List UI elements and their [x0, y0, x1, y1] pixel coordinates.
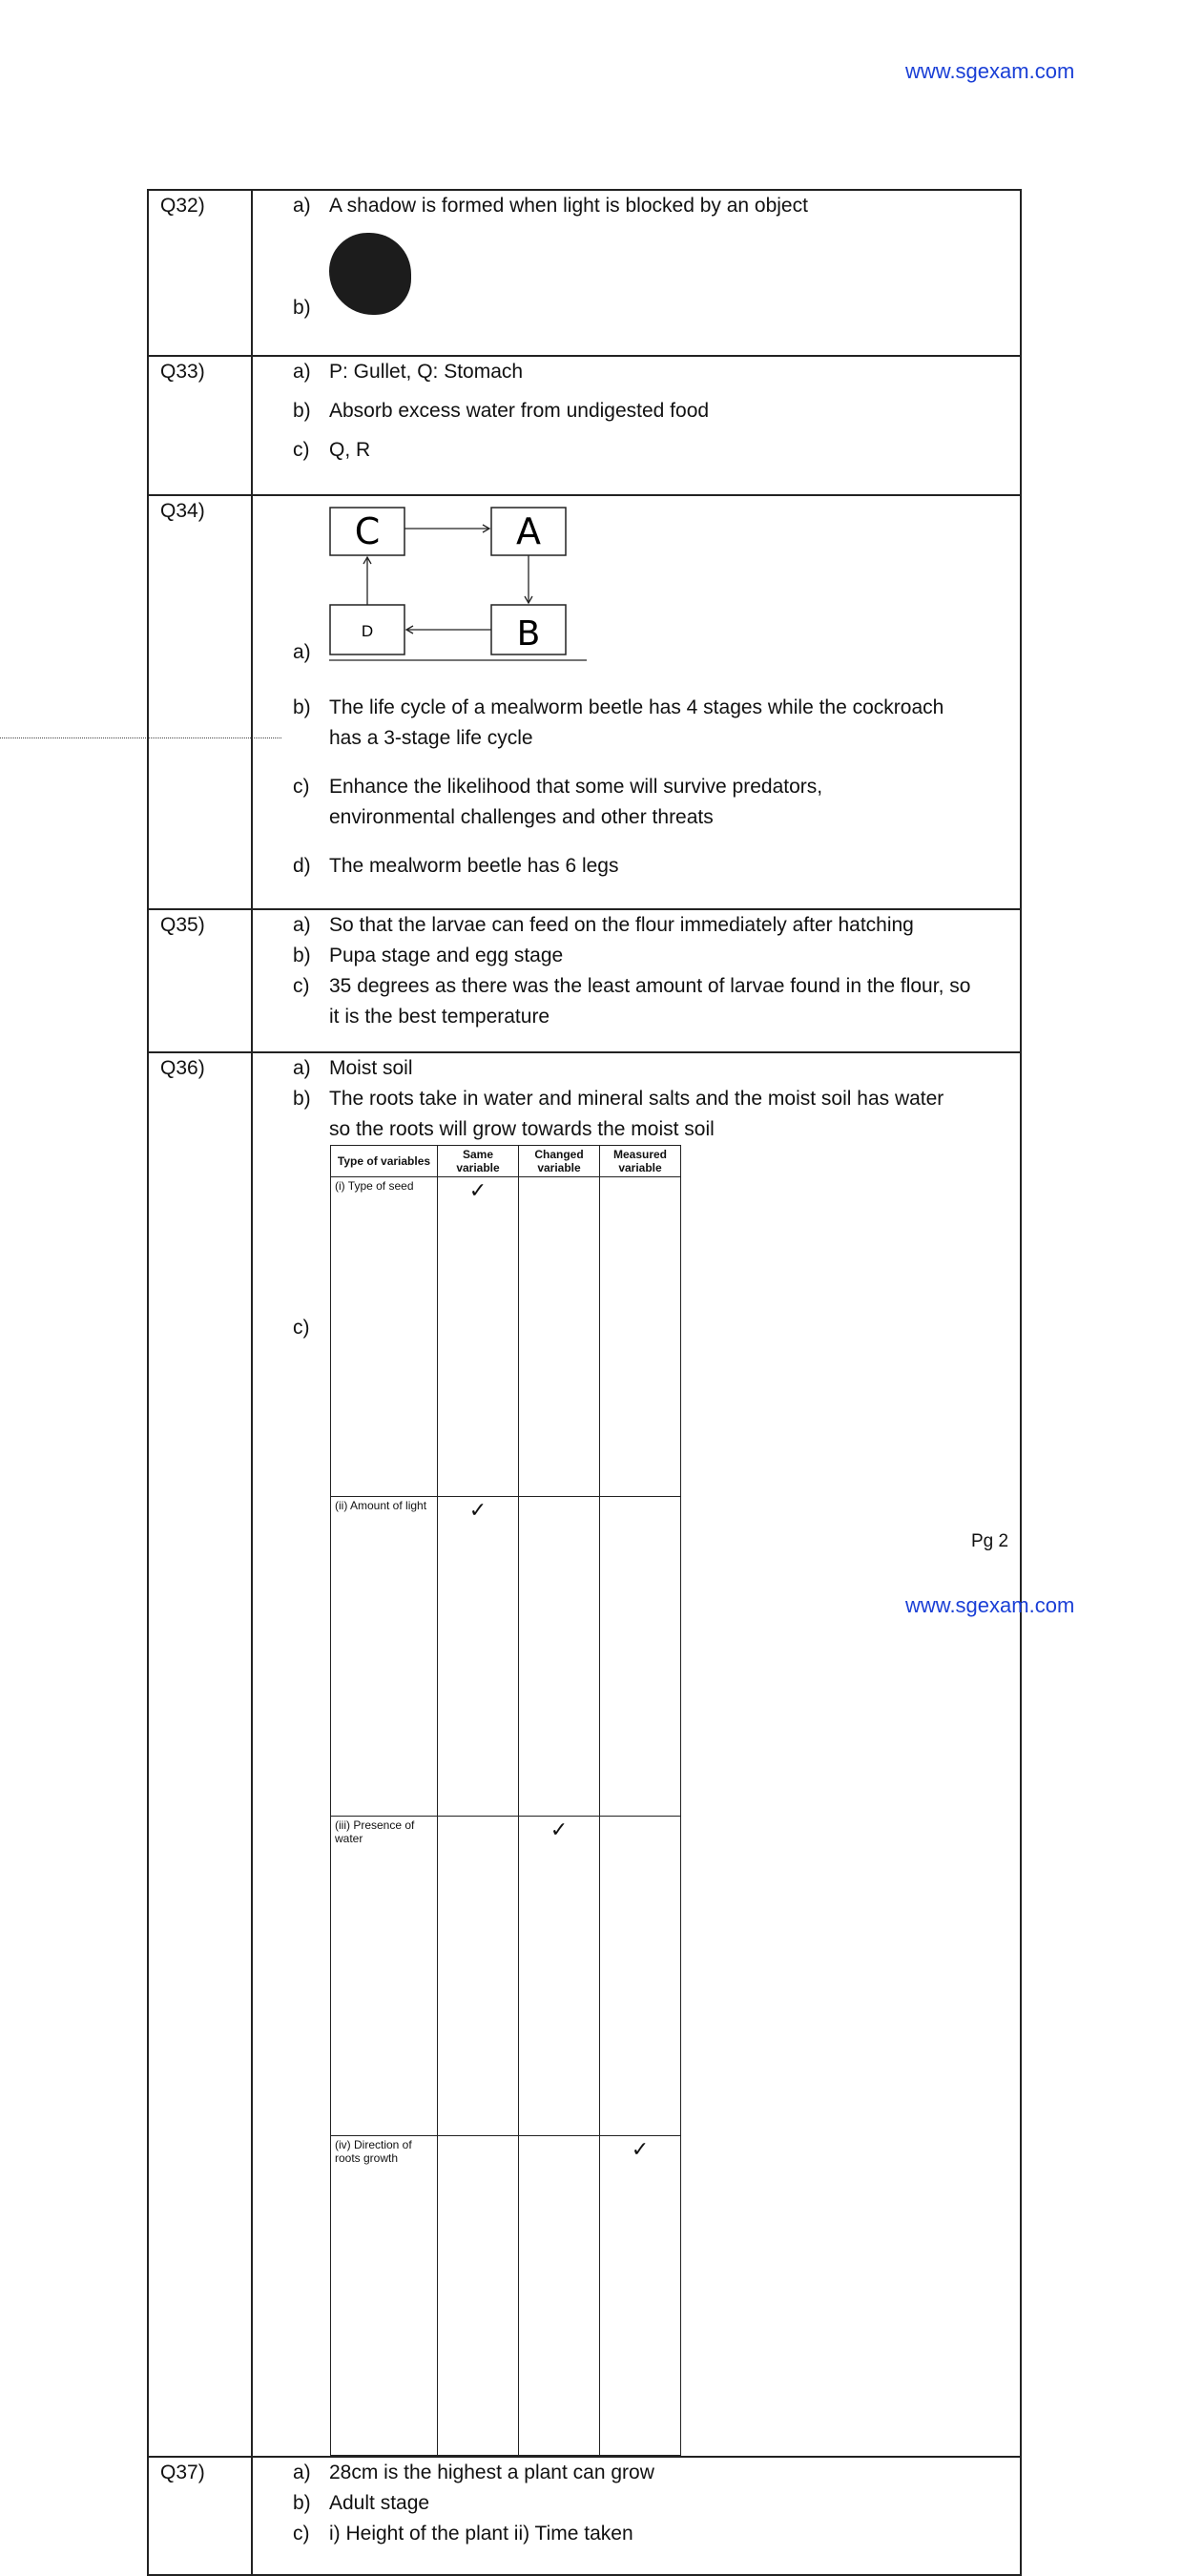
item-label: c): [293, 439, 310, 461]
item-text: Pupa stage and egg stage: [329, 945, 564, 966]
check-mark: [519, 1177, 600, 1497]
item-text: The roots take in water and mineral salts and the moist soil has water so the roots will grow towards the moist soil: [329, 1088, 944, 1140]
answer-cell: [252, 190, 1021, 356]
question-number: Q36): [148, 1052, 252, 2457]
check-mark: ✓: [519, 1817, 600, 2136]
item-label: a): [293, 641, 311, 663]
answer-table: [147, 189, 1022, 2576]
item-text: A shadow is formed when light is blocked by an object: [329, 195, 808, 217]
answer-item: [253, 191, 1020, 221]
item-label: c): [293, 1317, 310, 1339]
item-label: a): [293, 361, 311, 383]
item-label: a): [293, 914, 311, 936]
answer-item: [253, 1084, 1020, 1145]
answer-row-q37: [148, 2457, 1021, 2575]
item-label: b): [293, 945, 311, 966]
item-text: So that the larvae can feed on the flour immediately after hatching: [329, 914, 914, 936]
box-label: C: [354, 510, 381, 552]
answer-row-q34: [148, 495, 1021, 909]
table-row: [331, 2136, 681, 2456]
item-text: Moist soil: [329, 1057, 413, 1079]
question-number: Q32): [148, 190, 252, 356]
question-number: Q37): [148, 2457, 252, 2575]
variable-name: (ii) Amount of light: [331, 1497, 438, 1817]
question-number: Q34): [148, 495, 252, 909]
item-text: Adult stage: [329, 2492, 430, 2514]
question-number: Q35): [148, 909, 252, 1052]
item-label: a): [293, 195, 311, 217]
shadow-drawing: [329, 233, 411, 315]
item-label: c): [293, 2523, 310, 2545]
item-label: a): [293, 2462, 311, 2483]
variable-name: (iv) Direction of roots growth: [331, 2136, 438, 2456]
table-row: [331, 1497, 681, 1817]
answer-cell: [252, 495, 1021, 909]
item-label: b): [293, 400, 311, 422]
item-label: b): [293, 1088, 311, 1110]
answer-item: [253, 693, 1020, 754]
check-mark: ✓: [600, 2136, 681, 2456]
answer-item: [253, 1053, 1020, 1084]
answer-item: [253, 357, 1020, 387]
answer-item: [253, 396, 1020, 426]
answer-cell: [252, 356, 1021, 495]
variable-name: (i) Type of seed: [331, 1177, 438, 1497]
column-header: Type of variables: [331, 1146, 438, 1177]
column-header: Changed variable: [519, 1146, 600, 1177]
check-mark: [438, 2136, 519, 2456]
answer-cell: [252, 909, 1021, 1052]
answer-item: [253, 971, 1020, 1032]
site-url-header: www.sgexam.com: [905, 59, 1075, 83]
box-label: B: [516, 614, 541, 654]
check-mark: [600, 1177, 681, 1497]
answer-cell: [252, 2457, 1021, 2575]
answer-item: [253, 2488, 1020, 2519]
answer-item: [253, 910, 1020, 941]
answer-row-q36: [148, 1052, 1021, 2457]
box-label: D: [361, 622, 374, 640]
item-label: c): [293, 975, 310, 997]
item-label: b): [293, 696, 311, 718]
item-label: d): [293, 855, 311, 877]
check-mark: [519, 2136, 600, 2456]
table-row: [331, 1177, 681, 1497]
check-mark: [438, 1817, 519, 2136]
item-text: Q, R: [329, 439, 371, 461]
item-text: 28cm is the highest a plant can grow: [329, 2462, 654, 2483]
item-text: i) Height of the plant ii) Time taken: [329, 2523, 633, 2545]
page-number: Pg 2: [971, 1531, 1009, 1551]
column-header: Measured variable: [600, 1146, 681, 1177]
answer-row-q35: [148, 909, 1021, 1052]
item-label: b): [293, 297, 311, 319]
variable-name: (iii) Presence of water: [331, 1817, 438, 2136]
question-number: Q33): [148, 356, 252, 495]
variables-table: [330, 1145, 681, 2456]
check-mark: ✓: [438, 1177, 519, 1497]
check-mark: [600, 1497, 681, 1817]
variables-table-header: [331, 1146, 681, 1177]
item-label: a): [293, 1057, 311, 1079]
item-text: Absorb excess water from undigested food: [329, 400, 710, 422]
answer-item: [253, 2519, 1020, 2549]
check-mark: [519, 1497, 600, 1817]
item-label: b): [293, 2492, 311, 2514]
answer-item: [253, 941, 1020, 971]
answer-item: [253, 435, 1020, 466]
box-label: A: [516, 510, 541, 552]
site-url-footer: www.sgexam.com: [905, 1593, 1075, 1617]
answer-item: [253, 2458, 1020, 2488]
life-cycle-diagram: [329, 502, 606, 664]
answer-row-q33: [148, 356, 1021, 495]
item-text: The mealworm beetle has 6 legs: [329, 855, 619, 877]
table-row: [331, 1817, 681, 2136]
answer-row-q32: [148, 190, 1021, 356]
check-mark: [600, 1817, 681, 2136]
item-text: The life cycle of a mealworm beetle has 4 stages while the cockroach has a 3-stage life cycle: [329, 696, 944, 749]
item-text: Enhance the likelihood that some will survive predators, environmental challenges and other threats: [329, 776, 823, 828]
item-text: P: Gullet, Q: Stomach: [329, 361, 524, 383]
answer-item: [253, 851, 1020, 882]
column-header: Same variable: [438, 1146, 519, 1177]
item-label: c): [293, 776, 310, 798]
item-text: 35 degrees as there was the least amount of larvae found in the flour, so it is the best temperature: [329, 975, 971, 1028]
check-mark: ✓: [438, 1497, 519, 1817]
answer-item: [253, 772, 1020, 833]
answer-cell: [252, 1052, 1021, 2457]
